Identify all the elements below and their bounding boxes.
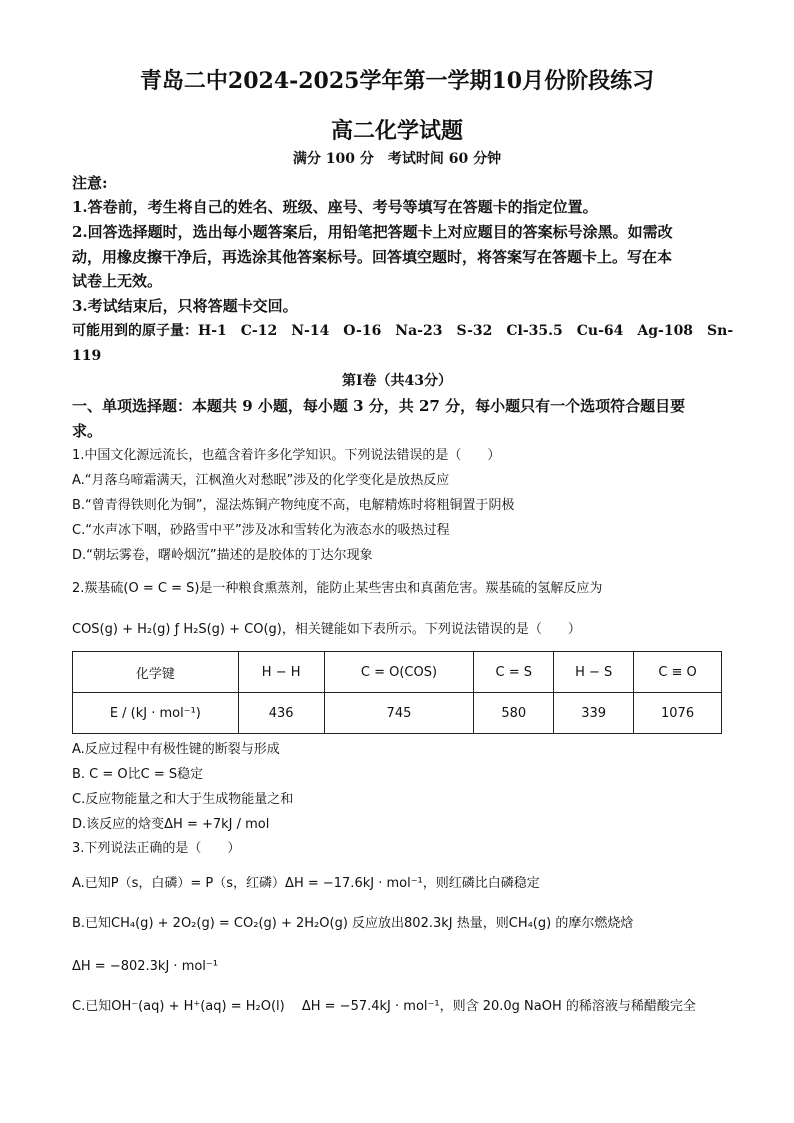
notice-item-2-line-2: 动，用橡皮擦干净后，再选涂其他答案标号。回答填空题时，将答案写在答题卡上。写在本 [72,248,673,266]
q1-option-c: C.“水声冰下咽，砂路雪中平”涉及冰和雪转化为液态水的吸热过程 [72,523,450,538]
table-row [73,693,722,734]
q1-stem: 1.中国文化源远流长，也蕴含着许多化学知识。下列说法错误的是（ ） [72,448,501,463]
table-cell: 1076 [634,693,722,734]
q3-option-b-line-2: ΔH = −802.3kJ · mol⁻¹ [72,959,218,974]
q2-stem-line-2: COS(g) + H₂(g) ƒ H₂S(g) + CO(g)，相关键能如下表所示。下列说法错误的是（ ） [72,622,581,637]
exam-meta: 满分 100 分 考试时间 60 分钟 [292,151,502,167]
table-header-cell: C = O(COS) [324,652,474,693]
table-header-cell: 化学键 [73,652,239,693]
section-instructions-line-2: 求。 [72,422,103,440]
exam-title: 青岛二中2024-2025学年第一学期10月份阶段练习 [139,68,655,94]
table-cell: 436 [238,693,324,734]
notice-item-2-line-3: 试卷上无效。 [72,272,163,290]
notice-item-1: 1.答卷前，考生将自己的姓名、班级、座号、考号等填写在答题卡的指定位置。 [72,198,598,216]
q1-option-a: A.“月落乌啼霜满天，江枫渔火对愁眠”涉及的化学变化是放热反应 [72,473,450,488]
notice-heading: 注意: [72,174,108,192]
q2-option-b: B. C = O比C = S稳定 [72,767,204,782]
table-cell: E / (kJ · mol⁻¹) [73,693,239,734]
q1-option-d: D.“朝坛雾卷，曙岭烟沉”描述的是胶体的丁达尔现象 [72,548,373,563]
q2-option-a: A.反应过程中有极性键的断裂与形成 [72,742,280,757]
table-header-cell: H − S [554,652,634,693]
bond-energy-table [72,651,722,734]
q2-stem-line-1: 2.羰基硫(O = C = S)是一种粮食熏蒸剂，能防止某些害虫和真菌危害。羰基硫的氢解反应为 [72,581,603,596]
atomic-mass-line-1: 可能用到的原子量：H-1 C-12 N-14 O-16 Na-23 S-32 Cl-35.5 Cu-64 Ag-108 Sn- [72,323,734,339]
table-header-cell: H − H [238,652,324,693]
notice-item-3: 3.考试结束后，只将答题卡交回。 [72,297,298,315]
atomic-mass-line-2: 119 [72,348,102,364]
q3-option-b-line-1: B.已知CH₄(g) + 2O₂(g) = CO₂(g) + 2H₂O(g) 反应放出802.3kJ 热量，则CH₄(g) 的摩尔燃烧焓 [72,916,634,931]
exam-subtitle: 高二化学试题 [330,118,463,144]
part1-heading: 第Ⅰ卷（共43分） [341,373,453,389]
notice-item-2-line-1: 2.回答选择题时，选出每小题答案后，用铅笔把答题卡上对应题目的答案标号涂黑。如需改 [72,223,673,241]
table-cell: 580 [474,693,554,734]
section-instructions-line-1: 一、单项选择题：本题共 9 小题，每小题 3 分，共 27 分，每小题只有一个选项符合题目要 [72,397,686,415]
table-header-cell: C ≡ O [634,652,722,693]
q3-stem: 3.下列说法正确的是（ ） [72,841,241,856]
q2-option-d: D.该反应的焓变ΔH = +7kJ / mol [72,817,270,832]
q3-option-a: A.已知P（s，白磷）= P（s，红磷）ΔH = −17.6kJ · mol⁻¹，则红磷比白磷稳定 [72,876,540,891]
table-cell: 339 [554,693,634,734]
q3-option-c-line-1: C.已知OH⁻(aq) + H⁺(aq) = H₂O(l) ΔH = −57.4kJ · mol⁻¹，则含 20.0g NaOH 的稀溶液与稀醋酸完全 [72,999,696,1014]
q1-option-b: B.“曾青得铁则化为铜”，湿法炼铜产物纯度不高，电解精炼时将粗铜置于阴极 [72,498,515,513]
q2-option-c: C.反应物能量之和大于生成物能量之和 [72,792,294,807]
table-header-row [73,652,722,693]
table-cell: 745 [324,693,474,734]
table-header-cell: C = S [474,652,554,693]
